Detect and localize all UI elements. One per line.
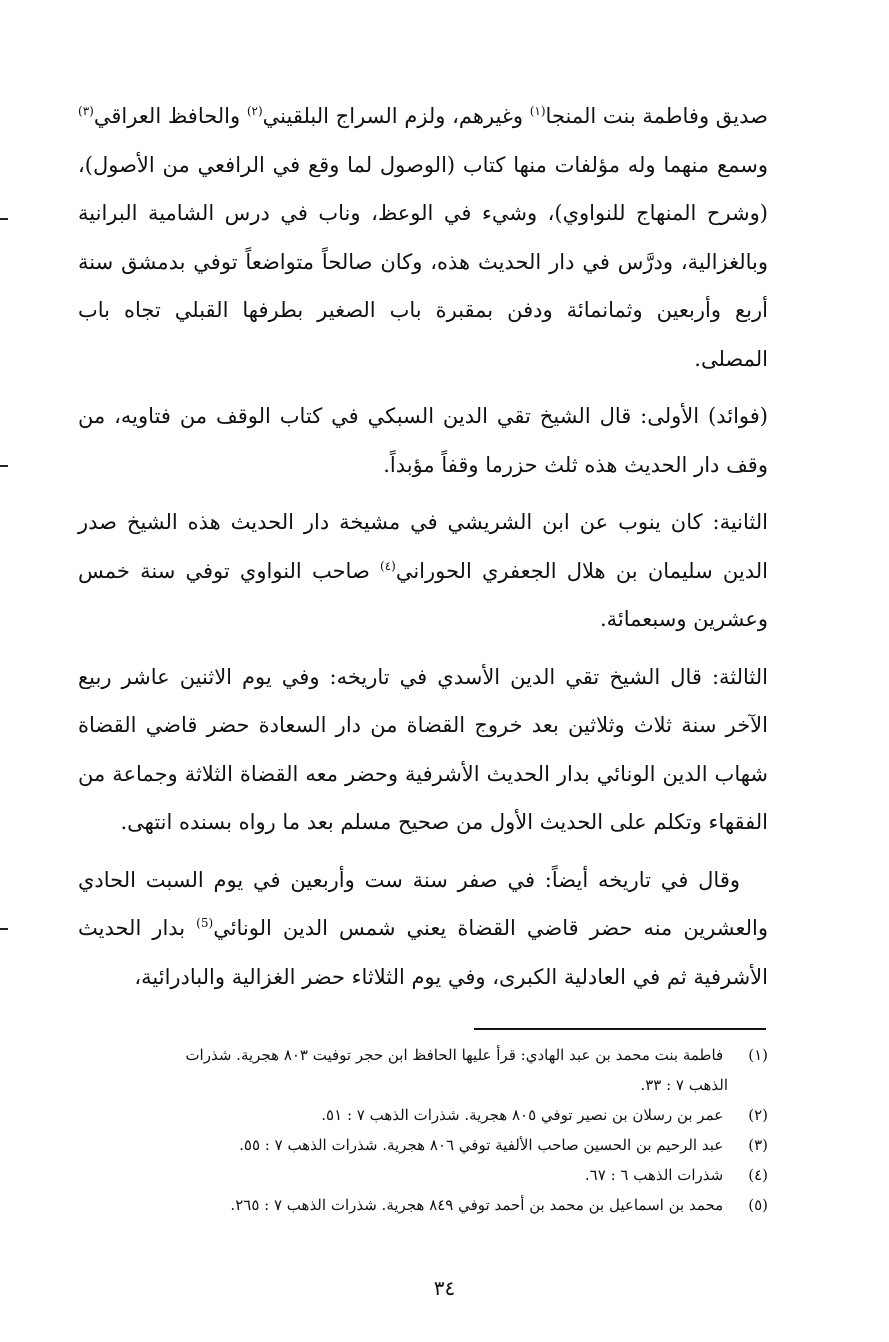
text-run: وسمع منهما وله مؤلفات منها كتاب (الوصول لما وقع في الرافعي من الأصول)، (وشرح المنهاج للنواوي)، وشيء في الوعظ، وناب في درس الشامية البرانية وبالغزالية، ودرَّس في دار الحديث هذه، وكان صالحاً متواضعاً توفي بدمشق سنة أربع وأربعين وثمانمائة ودفن بمقبرة باب الصغير بطرفها القبلي تجاه باب المصلى. bbox=[78, 152, 768, 371]
text-run: وغيرهم، ولزم السراج البلقيني bbox=[262, 104, 530, 128]
main-text bbox=[78, 92, 768, 1010]
text-run: بدار الحديث الأشرفية ثم في العادلية الكبرى، وفي يوم الثلاثاء حضر الغزالية والبادرائية، bbox=[78, 916, 768, 989]
paragraph-first-benefit bbox=[78, 392, 768, 489]
footnote-3 bbox=[78, 1130, 768, 1160]
margin-scan-mark bbox=[0, 465, 8, 467]
paragraph-continuation bbox=[78, 92, 768, 383]
footnote-1 bbox=[78, 1040, 768, 1070]
text-run: صديق وفاطمة بنت المنجا bbox=[545, 104, 768, 128]
margin-scan-mark bbox=[0, 218, 8, 220]
text-run: (فوائد) الأولى: قال الشيخ تقي الدين السبكي في كتاب الوقف من فتاويه، من وقف دار الحديث هذه ثلث حزرما وقفاً مؤبداً. bbox=[78, 404, 768, 477]
footnote-text: فاطمة بنت محمد بن عبد الهادي: قرأ عليها الحافظ ابن حجر توفيت ٨٠٣ هجرية. شذرات bbox=[185, 1046, 724, 1064]
footnote-1-continuation: الذهب ٧ : ٣٣. bbox=[640, 1076, 728, 1094]
footnote-text: محمد بن اسماعيل بن محمد بن أحمد توفي ٨٤٩ هجرية. شذرات الذهب ٧ : ٢٦٥. bbox=[230, 1196, 724, 1214]
text-run: الثانية: كان ينوب عن ابن الشريشي في مشيخة دار الحديث هذه الشيخ صدر الدين سليمان بن هلال الجعفري الحوراني bbox=[78, 510, 768, 583]
margin-scan-mark bbox=[0, 928, 8, 930]
footnote-marker: (5) bbox=[196, 916, 214, 930]
footnote-number: (٢) bbox=[748, 1106, 768, 1124]
footnote-4 bbox=[78, 1160, 768, 1190]
footnote-text: شذرات الذهب ٦ : ٦٧. bbox=[584, 1166, 724, 1184]
page-number: ٣٤ bbox=[433, 1276, 456, 1300]
footnote-number: (١) bbox=[748, 1046, 768, 1064]
paragraph-second-benefit bbox=[78, 498, 768, 644]
footnote-text: عمر بن رسلان بن نصير توفي ٨٠٥ هجرية. شذرات الذهب ٧ : ٥١. bbox=[321, 1106, 724, 1124]
footnote-5 bbox=[78, 1190, 768, 1220]
footnote-text: عبد الرحيم بن الحسين صاحب الألفية توفي ٨٠٦ هجرية. شذرات الذهب ٧ : ٥٥. bbox=[239, 1136, 724, 1154]
footnote-number: (٥) bbox=[748, 1196, 768, 1214]
paragraph-asadi-history bbox=[78, 856, 768, 1002]
footnote-2 bbox=[78, 1100, 768, 1130]
footnotes bbox=[78, 1040, 768, 1220]
footnote-marker: (٢) bbox=[246, 104, 263, 118]
footnote-number: (٤) bbox=[748, 1166, 768, 1184]
paragraph-third-benefit bbox=[78, 653, 768, 847]
text-run: والحافظ العراقي bbox=[93, 104, 247, 128]
footnote-marker: (٤) bbox=[380, 558, 396, 573]
text-run: صاحب النواوي توفي سنة خمس وعشرين وسبعمائة. bbox=[78, 558, 768, 631]
text-run: الثالثة: قال الشيخ تقي الدين الأسدي في تاريخه: وفي يوم الاثنين عاشر ربيع الآخر سنة ثلاث وثلاثين بعد خروج القضاة من دار السعادة حضر قاضي القضاة شهاب الدين الونائي بدار الحديث الأشرفية وحضر معه القضاة الثلاثة وجماعة من الفقهاء وتكلم على الحديث الأول من صحيح مسلم بعد ما رواه بسنده انتهى. bbox=[78, 664, 768, 834]
text-run: وقال في تاريخه أيضاً: في صفر سنة ست وأربعين في يوم السبت الحادي والعشرين منه حضر قاضي القضاة يعني شمس الدين الونائي bbox=[78, 867, 768, 940]
footnote-number: (٣) bbox=[748, 1136, 768, 1154]
footnote-marker: (١) bbox=[529, 104, 546, 118]
footnote-divider bbox=[474, 1028, 766, 1030]
footnote-marker: (٣) bbox=[78, 104, 94, 118]
